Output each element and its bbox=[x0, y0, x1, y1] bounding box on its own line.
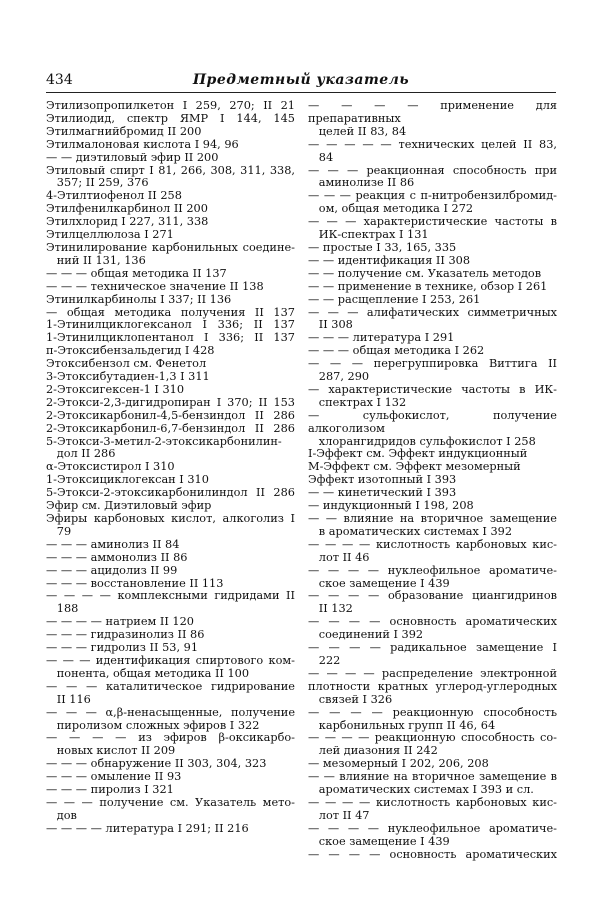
index-entry-line: — — получение см. Указатель методов bbox=[308, 267, 542, 280]
index-entry-line: дов bbox=[46, 809, 77, 822]
index-entry-line: — — — α,β-ненасыщенные, получение bbox=[46, 706, 295, 719]
index-entry-line: М-Эффект см. Эффект мезомерный bbox=[308, 461, 521, 474]
index-entry-line: 4-Этилтиофенол II 258 bbox=[46, 190, 182, 203]
index-entry-line: 79 bbox=[46, 525, 72, 538]
index-entry-line: ом, общая методика I 272 bbox=[308, 203, 474, 216]
index-entry-line: 2-Этоксикарбонил-6,7-бензиндол II 286 bbox=[46, 422, 295, 435]
index-entry-line: — — расщепление I 253, 261 bbox=[308, 293, 481, 306]
left-index-column bbox=[46, 100, 295, 836]
index-entry-line: — — применение в технике, обзор I 261 bbox=[308, 280, 548, 293]
index-entry-line: Этоксибензол см. Фенетол bbox=[46, 358, 207, 371]
index-entry-line: I-Эффект см. Эффект индукционный bbox=[308, 448, 528, 461]
index-entry-line: лот II 47 bbox=[308, 809, 370, 822]
page-number: 434 bbox=[46, 72, 73, 88]
index-entry-line: — — — реакция с п-нитробензилбромид- bbox=[308, 190, 557, 203]
index-entry-line: — — — — комплексными гидридами II bbox=[46, 590, 295, 603]
index-entry-line: — — — — основность ароматических bbox=[308, 616, 557, 629]
index-entry-line: аминолизе II 86 bbox=[308, 177, 415, 190]
index-entry-line: п-Этоксибензальдегид I 428 bbox=[46, 345, 215, 358]
index-entry-line: — — — — натрием II 120 bbox=[46, 616, 194, 629]
index-entry-line: — — — гидразинолиз II 86 bbox=[46, 629, 205, 642]
index-entry-line: — — — — основность ароматических bbox=[308, 848, 557, 861]
index-entry-line: новых кислот II 209 bbox=[46, 745, 176, 758]
index-entry-line: пиролизом сложных эфиров I 322 bbox=[46, 719, 260, 732]
index-entry-line: 188 bbox=[46, 603, 79, 616]
index-entry-line: — — — — радикальное замещение I bbox=[308, 642, 557, 655]
index-entry-line: — — влияние на вторичное замещение bbox=[308, 513, 557, 525]
index-entry-line: Этилизопропилкетон I 259, 270; II 21 bbox=[46, 100, 295, 112]
index-entry-line: Этилцеллюлоза I 271 bbox=[46, 229, 174, 242]
index-entry-line: хлорангидридов сульфокислот I 258 bbox=[308, 435, 536, 448]
index-entry-line: — — — алифатических симметричных bbox=[308, 306, 557, 319]
index-entry-line: ское замещение I 439 bbox=[308, 835, 450, 848]
index-entry-line: — — — аммонолиз II 86 bbox=[46, 551, 188, 564]
index-entry-line: — — — идентификация спиртового ком- bbox=[46, 654, 295, 667]
index-entry-line: — характеристические частоты в ИК- bbox=[308, 383, 557, 396]
index-entry-line: — — — — — технических целей II 83, bbox=[308, 138, 557, 151]
index-entry-line: 1-Этинилциклопентанол I 336; II 137 bbox=[46, 332, 295, 345]
index-entry-line: 84 bbox=[308, 151, 334, 164]
index-entry-line: Эффект изотопный I 393 bbox=[308, 474, 457, 487]
index-entry-line: — — — аминолиз II 84 bbox=[46, 538, 180, 551]
index-entry-line: Этинилирование карбонильных соедине- bbox=[46, 241, 295, 254]
index-entry-line: понента, общая методика II 100 bbox=[46, 667, 250, 680]
index-entry-line: 5-Этокси-2-этоксикарбонилиндол II 286 bbox=[46, 487, 295, 500]
index-entry-line: спектрах I 132 bbox=[308, 396, 407, 409]
index-entry-line: — — — — литература I 291; II 216 bbox=[46, 822, 249, 835]
index-entry-line: — — влияние на вторичное замещение в bbox=[308, 771, 557, 784]
index-entry-line: — — — — из эфиров β-оксикарбо- bbox=[46, 732, 295, 745]
index-entry-line: Этилмалоновая кислота I 94, 96 bbox=[46, 138, 239, 151]
index-entry-line: связей I 326 bbox=[308, 693, 393, 706]
index-entry-line: — мезомерный I 202, 206, 208 bbox=[308, 758, 489, 771]
index-entry-line: соединений I 392 bbox=[308, 629, 424, 642]
index-entry-line: — — — получение см. Указатель мето- bbox=[46, 796, 295, 809]
index-entry-line: 2-Этоксикарбонил-4,5-бензиндол II 286 bbox=[46, 409, 295, 422]
index-entry-line: — простые I 33, 165, 335 bbox=[308, 241, 457, 254]
index-entry-line: II 132 bbox=[308, 603, 353, 616]
index-entry-line: — — — перегруппировка Виттига II bbox=[308, 358, 557, 371]
index-entry-line: 287, 290 bbox=[308, 371, 370, 384]
index-entry-line: — — — — реакционную способность со- bbox=[308, 732, 557, 745]
index-entry-line: лей диазония II 242 bbox=[308, 745, 438, 758]
index-entry-line: — — — — образование циангидринов bbox=[308, 590, 557, 603]
index-entry-line: — — диэтиловый эфир II 200 bbox=[46, 151, 219, 164]
index-entry-line: ний II 131, 136 bbox=[46, 254, 146, 267]
index-entry-line: ароматических системах I 393 и сл. bbox=[308, 784, 534, 797]
index-entry-line: — — — — кислотность карбоновых кис- bbox=[308, 796, 557, 809]
index-entry-line: — — — гидролиз II 53, 91 bbox=[46, 642, 199, 655]
index-entry-line: — сульфокислот, получение алкоголизом bbox=[308, 409, 557, 435]
index-entry-line: карбонильных групп II 46, 64 bbox=[308, 719, 496, 732]
index-entry-line: Эфир см. Диэтиловый эфир bbox=[46, 500, 212, 513]
index-entry-line: — — — восстановление II 113 bbox=[46, 577, 224, 590]
index-entry-line: 5-Этокси-3-метил-2-этоксикарбонилин- bbox=[46, 435, 282, 448]
index-entry-line: Этилфенилкарбинол II 200 bbox=[46, 203, 208, 216]
index-entry-line: 1-Этоксициклогексан I 310 bbox=[46, 474, 209, 487]
index-entry-line: — общая методика получения II 137 bbox=[46, 306, 295, 319]
index-entry-line: — — идентификация II 308 bbox=[308, 254, 471, 267]
index-entry-line: — — — — нуклеофильное ароматиче- bbox=[308, 822, 557, 835]
index-entry-line: Этилиодид, спектр ЯМР I 144, 145 bbox=[46, 112, 295, 125]
index-entry-line: Этинилкарбинолы I 337; II 136 bbox=[46, 293, 232, 306]
index-entry-line: — — — обнаружение II 303, 304, 323 bbox=[46, 758, 267, 771]
index-entry-line: Этиловый спирт I 81, 266, 308, 311, 338, bbox=[46, 164, 295, 177]
index-entry-line: — — — литература I 291 bbox=[308, 332, 455, 345]
index-entry-line: дол II 286 bbox=[46, 448, 116, 461]
index-entry-line: — — — общая методика II 137 bbox=[46, 267, 227, 280]
index-entry-line: 222 bbox=[308, 654, 341, 667]
index-entry-line: ИК-спектрах I 131 bbox=[308, 229, 429, 242]
index-entry-line: лот II 46 bbox=[308, 551, 370, 564]
index-entry-line: 1-Этинилциклогексанол I 336; II 137 bbox=[46, 319, 295, 332]
index-entry-line: — — — реакционная способность при bbox=[308, 164, 557, 177]
page-title: Предметный указатель bbox=[192, 72, 410, 88]
index-entry-line: целей II 83, 84 bbox=[308, 125, 407, 138]
index-entry-line: ское замещение I 439 bbox=[308, 577, 450, 590]
index-entry-line: 3-Этоксибутадиен-1,3 I 311 bbox=[46, 371, 210, 384]
index-entry-line: в ароматических системах I 392 bbox=[308, 525, 513, 538]
index-entry-line: — — — омыление II 93 bbox=[46, 771, 182, 784]
index-entry-line: — — — — нуклеофильное ароматиче- bbox=[308, 564, 557, 577]
index-entry-line: α-Этоксистирол I 310 bbox=[46, 461, 175, 474]
index-entry-line: — — — — кислотность карбоновых кис- bbox=[308, 538, 557, 551]
header-rule bbox=[46, 92, 556, 93]
page-header bbox=[46, 72, 556, 92]
index-entry-line: 2-Этокси-2,3-дигидропиран I 370; II 153 bbox=[46, 396, 295, 409]
index-entry-line: Этилмагнийбромид II 200 bbox=[46, 125, 202, 138]
index-entry-line: II 308 bbox=[308, 319, 353, 332]
index-entry-line: Эфиры карбоновых кислот, алкоголиз I bbox=[46, 513, 295, 525]
index-entry-line: II 116 bbox=[46, 693, 91, 706]
index-entry-line: — — — каталитическое гидрирование bbox=[46, 680, 295, 693]
index-entry-line: 2-Этоксигексен-1 I 310 bbox=[46, 383, 185, 396]
index-entry-line: — — — общая методика I 262 bbox=[308, 345, 485, 358]
index-entry-line: — — — характеристические частоты в bbox=[308, 216, 557, 229]
index-entry-line: — — — — распределение электронной bbox=[308, 667, 557, 680]
index-entry-line: — — — — реакционную способность bbox=[308, 706, 557, 719]
index-entry-line: — индукционный I 198, 208 bbox=[308, 500, 474, 513]
index-entry-line: — — — техническое значение II 138 bbox=[46, 280, 264, 293]
index-entry-line: — — — ацидолиз II 99 bbox=[46, 564, 178, 577]
right-index-column bbox=[308, 100, 557, 861]
index-entry-line: — — — пиролиз I 321 bbox=[46, 784, 174, 797]
index-entry-line: плотности кратных углерод-углеродных bbox=[308, 680, 557, 693]
index-entry-line: 357; II 259, 376 bbox=[46, 177, 149, 190]
index-entry-line: Этилхлорид I 227, 311, 338 bbox=[46, 216, 209, 229]
index-entry-line: — — — — применение для препаративных bbox=[308, 100, 557, 125]
index-entry-line: — — кинетический I 393 bbox=[308, 487, 457, 500]
